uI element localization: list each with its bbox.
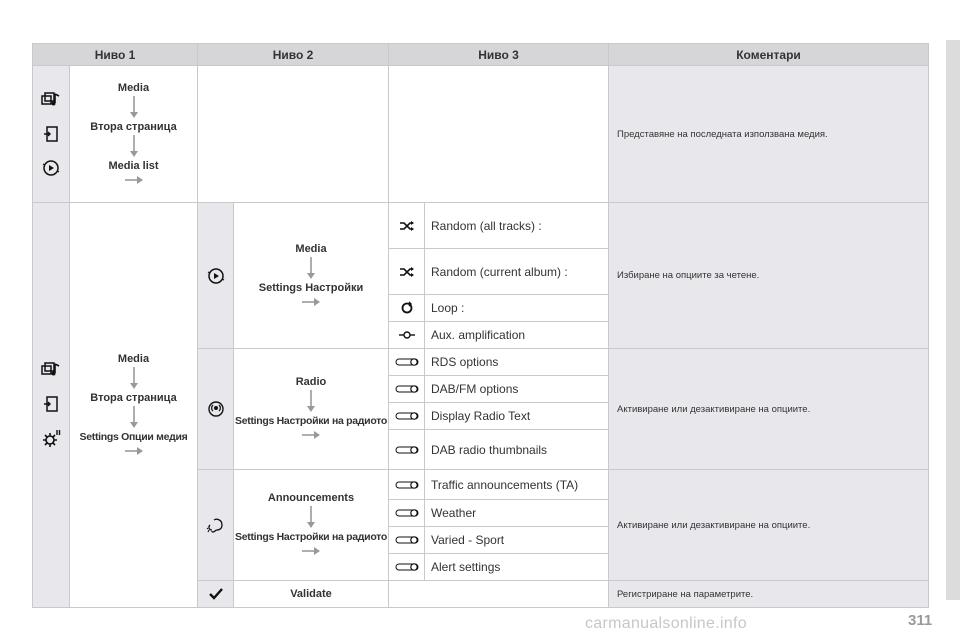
amplification-icon xyxy=(398,330,416,340)
option-icon-cell xyxy=(389,527,425,554)
arrow-down-icon xyxy=(306,257,316,281)
menu-table xyxy=(32,43,929,608)
chain-settings: Settings Настройки xyxy=(258,281,364,294)
option-loop: Loop : xyxy=(425,295,609,322)
toggle-icon xyxy=(395,357,419,367)
announcement-settings-chain xyxy=(234,470,389,581)
header-level3: Ниво 3 xyxy=(389,44,609,66)
check-icon xyxy=(209,588,223,600)
arrow-right-icon xyxy=(124,445,144,457)
option-varied-sport: Varied - Sport xyxy=(425,527,609,554)
chain-radio-settings: Settings Настройки на радиото xyxy=(235,415,387,427)
toggle-icon xyxy=(395,445,419,455)
toggle-icon xyxy=(395,535,419,545)
option-traffic-announcements: Traffic announcements (TA) xyxy=(425,470,609,500)
arrow-right-icon xyxy=(301,296,321,308)
arrow-down-icon xyxy=(129,135,139,159)
toggle-icon xyxy=(395,508,419,518)
validate-empty xyxy=(389,581,609,608)
arrow-right-icon xyxy=(301,545,321,557)
arrow-down-icon xyxy=(306,506,316,530)
level3-empty xyxy=(389,66,609,203)
validate-icon-cell xyxy=(198,581,234,608)
play-circle-icon xyxy=(41,158,61,178)
option-icon-cell xyxy=(389,430,425,470)
chain-media: Media xyxy=(117,81,150,94)
chain-second-page: Втора страница xyxy=(90,391,177,404)
level1-settings-icons xyxy=(33,203,70,608)
chain-settings-media-options: Settings Опции медия xyxy=(79,430,188,443)
radio-icon-cell xyxy=(198,349,234,470)
arrow-down-icon xyxy=(129,96,139,120)
announcement-icon xyxy=(206,516,226,534)
second-page-icon xyxy=(42,394,60,414)
option-icon-cell xyxy=(389,500,425,527)
arrow-down-icon xyxy=(306,390,316,414)
random-icon xyxy=(399,266,415,278)
option-icon-cell xyxy=(389,470,425,500)
media-list-comment: Представяне на последната използвана медия. xyxy=(609,66,929,203)
media-settings-icon-cell xyxy=(198,203,234,349)
header-level1: Ниво 1 xyxy=(33,44,198,66)
level1-icons xyxy=(33,66,70,203)
option-icon-cell xyxy=(389,322,425,349)
toggle-icon xyxy=(395,411,419,421)
play-circle-icon xyxy=(206,266,226,286)
chain-media-list: Media list xyxy=(108,159,159,172)
media-note-icon xyxy=(40,90,62,110)
random-all-row xyxy=(33,203,929,249)
arrow-right-icon xyxy=(301,429,321,441)
header-row xyxy=(33,44,929,66)
header-level2: Ниво 2 xyxy=(198,44,389,66)
loop-icon xyxy=(400,301,414,315)
option-icon-cell xyxy=(389,203,425,249)
media-note-icon xyxy=(40,360,62,380)
arrow-right-icon xyxy=(124,174,144,186)
announcement-icon-cell xyxy=(198,470,234,581)
radio-settings-chain xyxy=(234,349,389,470)
radio-settings-comment: Активиране или дезактивиране на опциите. xyxy=(609,349,929,470)
chain-media: Media xyxy=(117,352,150,365)
media-settings-comment: Избиране на опциите за четене. xyxy=(609,203,929,349)
option-icon-cell xyxy=(389,403,425,430)
chain-radio: Radio xyxy=(295,376,327,388)
option-random-album: Random (current album) : xyxy=(425,249,609,295)
page-number: 311 xyxy=(908,612,933,629)
gear-icon xyxy=(40,428,62,450)
footer-watermark: carmanualsonline.info xyxy=(585,615,747,632)
option-icon-cell xyxy=(389,554,425,581)
option-display-radio-text: Display Radio Text xyxy=(425,403,609,430)
settings-chain xyxy=(70,203,198,608)
option-dab-fm: DAB/FM options xyxy=(425,376,609,403)
random-icon xyxy=(399,220,415,232)
option-aux-amplification: Aux. amplification xyxy=(425,322,609,349)
option-icon-cell xyxy=(389,349,425,376)
arrow-down-icon xyxy=(129,406,139,430)
option-weather: Weather xyxy=(425,500,609,527)
chain-announcements: Announcements xyxy=(267,492,355,504)
page-edge-tab xyxy=(946,40,960,600)
media-list-row xyxy=(33,66,929,203)
toggle-icon xyxy=(395,384,419,394)
media-settings-chain xyxy=(234,203,389,349)
media-list-chain xyxy=(70,66,198,203)
option-icon-cell xyxy=(389,376,425,403)
toggle-icon xyxy=(395,562,419,572)
toggle-icon xyxy=(395,480,419,490)
option-random-all: Random (all tracks) : xyxy=(425,203,609,249)
announcement-settings-comment: Активиране или дезактивиране на опциите. xyxy=(609,470,929,581)
option-dab-thumbnails: DAB radio thumbnails xyxy=(425,430,609,470)
validate-comment: Регистриране на параметрите. xyxy=(609,581,929,608)
header-comments: Коментари xyxy=(609,44,929,66)
level2-empty xyxy=(198,66,389,203)
option-alert-settings: Alert settings xyxy=(425,554,609,581)
option-icon-cell xyxy=(389,295,425,322)
option-rds: RDS options xyxy=(425,349,609,376)
arrow-down-icon xyxy=(129,367,139,391)
second-page-icon xyxy=(42,124,60,144)
chain-media: Media xyxy=(295,242,327,255)
radio-icon xyxy=(207,400,225,418)
validate-label: Validate xyxy=(234,581,389,608)
option-icon-cell xyxy=(389,249,425,295)
chain-second-page: Втора страница xyxy=(90,120,177,133)
chain-radio-settings: Settings Настройки на радиото xyxy=(235,531,387,543)
